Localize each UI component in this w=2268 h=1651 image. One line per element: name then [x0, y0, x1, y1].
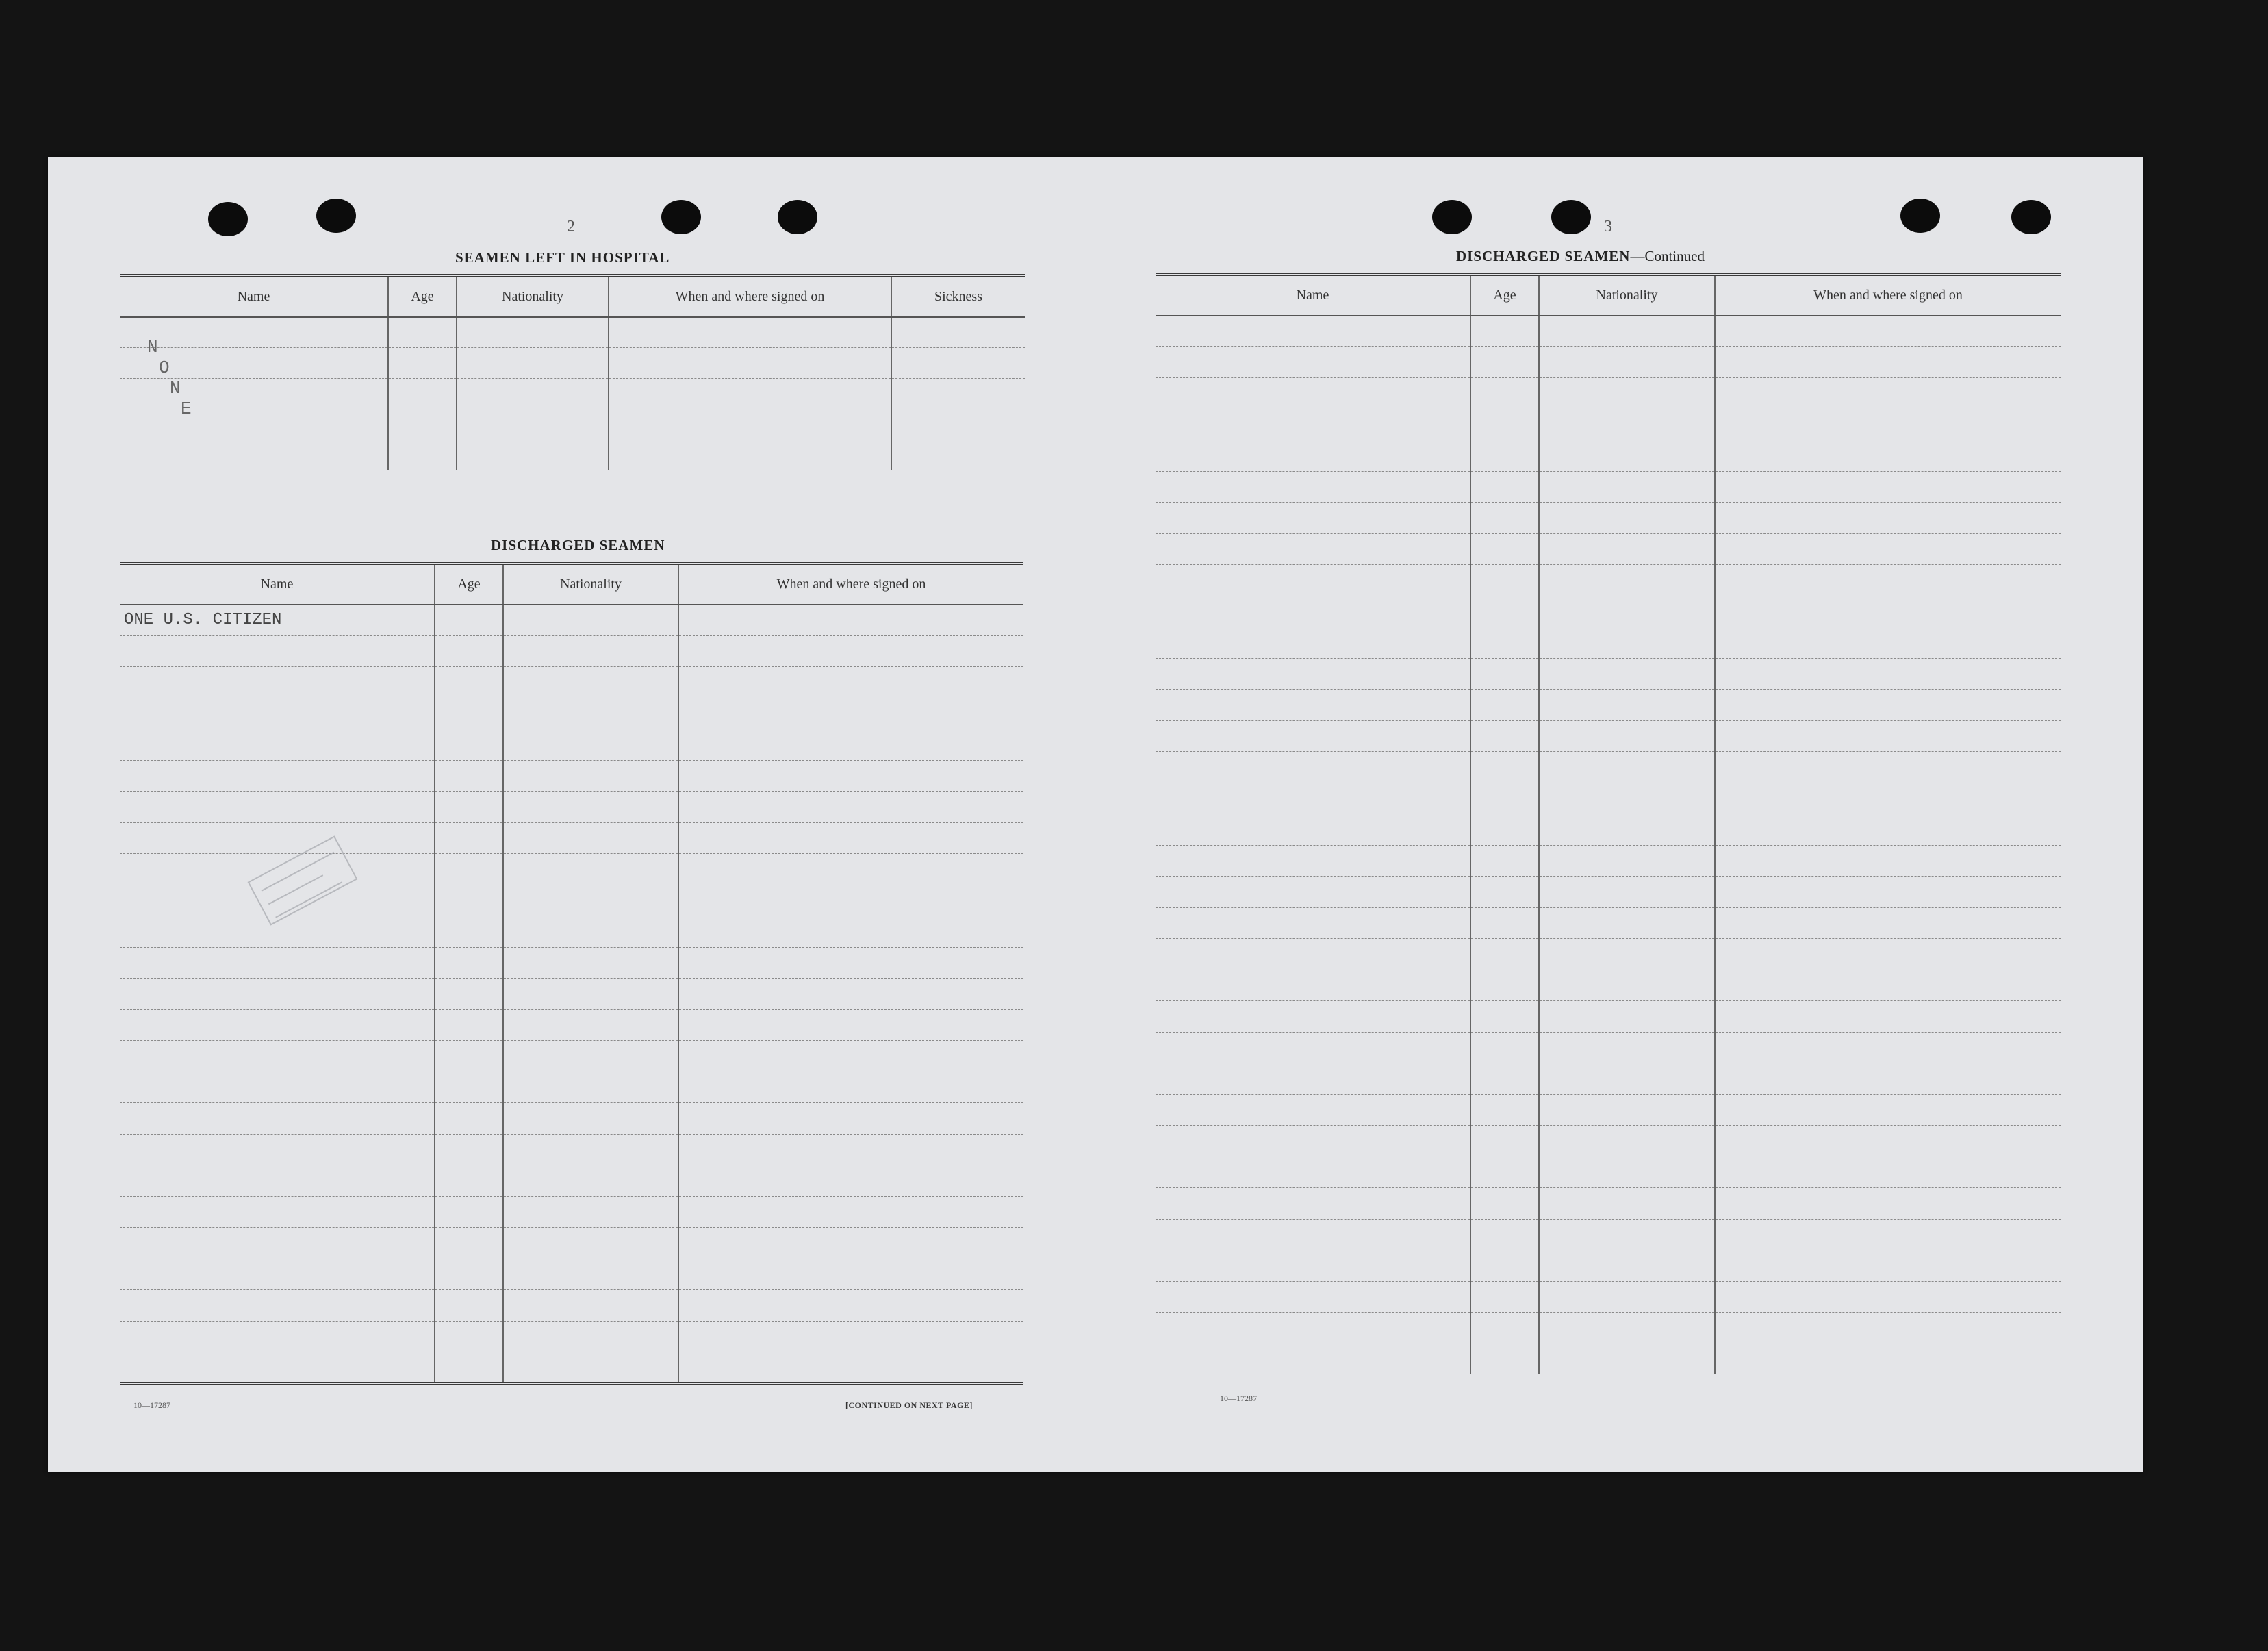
table-row — [120, 409, 1025, 440]
discharged-continued-table — [1156, 273, 2061, 1376]
table-row — [1156, 409, 2061, 440]
table-row — [120, 317, 1025, 348]
table-row — [120, 979, 1023, 1010]
col-signed-on-header: When and where signed on — [609, 276, 891, 317]
table-row — [120, 635, 1023, 667]
table-row — [1156, 346, 2061, 378]
table-row — [1156, 1219, 2061, 1250]
table-row — [1156, 1250, 2061, 1282]
table-row — [120, 605, 1023, 636]
form-sheet — [48, 157, 2143, 1472]
table-row — [1156, 471, 2061, 503]
table-row — [1156, 1344, 2061, 1375]
table-row — [120, 1259, 1023, 1290]
table-row — [120, 1228, 1023, 1259]
table-row — [120, 1321, 1023, 1352]
none-entry-letter: N — [170, 378, 181, 399]
col-name-header: Name — [1156, 275, 1470, 316]
discharged-table — [120, 562, 1023, 1385]
hospital-table — [120, 274, 1025, 472]
table-row — [120, 1196, 1023, 1228]
table-row — [120, 822, 1023, 854]
continued-note: [CONTINUED ON NEXT PAGE] — [845, 1400, 973, 1410]
title-main: DISCHARGED SEAMEN — [1456, 248, 1631, 264]
table-row — [120, 348, 1025, 379]
table-row — [1156, 752, 2061, 783]
table-row — [1156, 1126, 2061, 1157]
table-row — [1156, 440, 2061, 472]
table-row — [120, 1009, 1023, 1041]
col-age-header: Age — [435, 564, 503, 605]
table-row — [1156, 1313, 2061, 1344]
table-row — [1156, 1281, 2061, 1313]
col-sickness-header: Sickness — [891, 276, 1025, 317]
left-page — [48, 157, 1075, 1472]
title-suffix: —Continued — [1630, 248, 1705, 264]
table-row — [120, 1134, 1023, 1165]
table-row — [1156, 783, 2061, 814]
table-row — [120, 729, 1023, 761]
none-entry-letter: N — [147, 337, 158, 357]
table-row — [1156, 503, 2061, 534]
table-row — [1156, 627, 2061, 659]
discharged-entry-name: ONE U.S. CITIZEN — [120, 605, 435, 636]
form-number: 10—17287 — [133, 1400, 170, 1410]
table-row — [120, 1165, 1023, 1197]
col-nationality-header: Nationality — [457, 276, 609, 317]
none-entry-letter: O — [159, 357, 170, 378]
table-row — [120, 1041, 1023, 1072]
table-row — [1156, 378, 2061, 409]
col-signed-on-header: When and where signed on — [678, 564, 1023, 605]
col-nationality-header: Nationality — [503, 564, 678, 605]
table-row — [120, 1072, 1023, 1103]
table-row — [120, 440, 1025, 471]
col-nationality-header: Nationality — [1539, 275, 1715, 316]
right-page — [1102, 157, 2143, 1472]
table-row — [1156, 658, 2061, 690]
none-entry-letter: E — [181, 399, 192, 419]
table-row — [120, 698, 1023, 729]
table-row — [1156, 1188, 2061, 1220]
table-row — [1156, 845, 2061, 877]
table-row — [120, 1103, 1023, 1135]
col-signed-on-header: When and where signed on — [1715, 275, 2061, 316]
discharged-continued-title — [1456, 248, 1705, 265]
page-number: 2 — [567, 218, 575, 236]
table-row — [120, 947, 1023, 979]
table-row — [1156, 877, 2061, 908]
table-row — [1156, 939, 2061, 970]
col-age-header: Age — [1470, 275, 1539, 316]
table-row — [1156, 596, 2061, 627]
form-number: 10—17287 — [1220, 1394, 1257, 1403]
discharged-section-title: DISCHARGED SEAMEN — [491, 537, 665, 553]
table-row — [120, 667, 1023, 698]
col-name-header: Name — [120, 564, 435, 605]
hospital-section-title: SEAMEN LEFT IN HOSPITAL — [455, 249, 670, 266]
table-row — [1156, 720, 2061, 752]
page-number: 3 — [1604, 218, 1612, 236]
table-row — [120, 379, 1025, 409]
table-row — [120, 792, 1023, 823]
col-name-header: Name — [120, 276, 388, 317]
table-row — [120, 916, 1023, 948]
table-row — [1156, 1032, 2061, 1063]
table-row — [1156, 690, 2061, 721]
table-row — [1156, 907, 2061, 939]
table-row — [1156, 1063, 2061, 1095]
table-row — [1156, 565, 2061, 596]
table-row — [1156, 316, 2061, 347]
table-row — [1156, 970, 2061, 1001]
table-row — [1156, 814, 2061, 846]
table-row — [120, 1290, 1023, 1322]
table-row — [1156, 1157, 2061, 1188]
table-row — [1156, 1001, 2061, 1033]
table-row — [120, 1352, 1023, 1384]
table-row — [1156, 1094, 2061, 1126]
table-row — [120, 760, 1023, 792]
col-age-header: Age — [388, 276, 457, 317]
table-row — [1156, 533, 2061, 565]
